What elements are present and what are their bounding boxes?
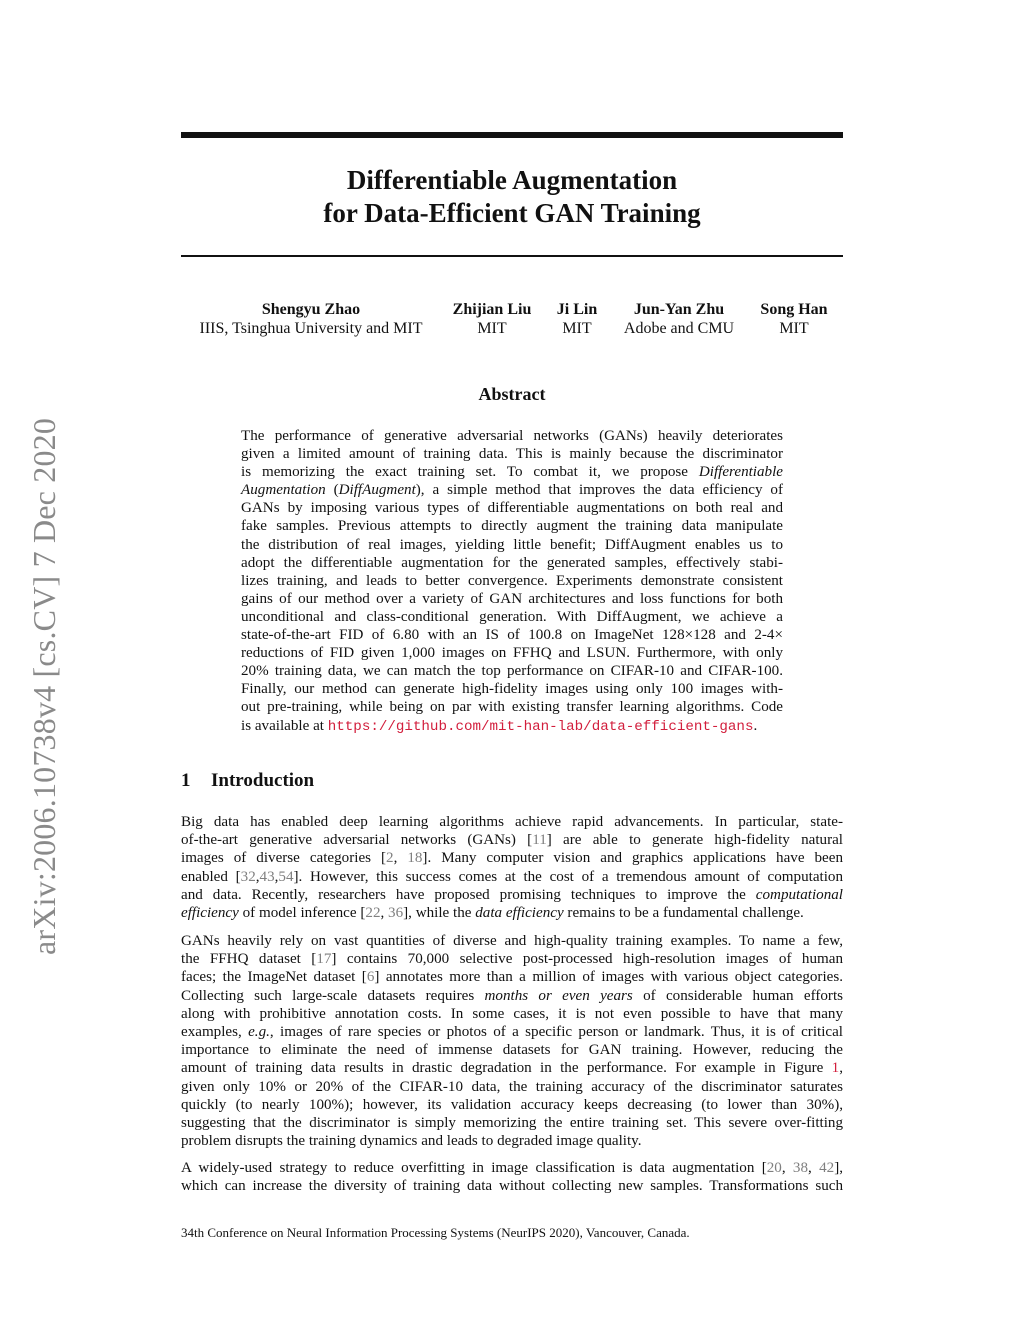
abstract-line: out pre-training, while being on par with existing transfer learning algorithms. Code xyxy=(241,699,783,716)
author-block xyxy=(446,300,538,338)
citation-link[interactable]: 38 xyxy=(792,1160,809,1176)
abstract-line: The performance of generative adversarial networks (GANs) heavily deteriorates xyxy=(241,428,783,444)
author-block xyxy=(616,300,742,338)
citation-link[interactable]: 22 xyxy=(365,905,381,922)
citation-link[interactable]: 43 xyxy=(259,868,275,885)
code-link[interactable]: https://github.com/mit-han-lab/data-efficient-gans xyxy=(327,718,754,735)
author-affiliation: MIT xyxy=(562,320,592,337)
author-name: Ji Lin xyxy=(556,301,598,318)
citation-link[interactable]: 17 xyxy=(316,951,332,968)
citation-link[interactable]: 6 xyxy=(366,969,375,986)
title-rule-top xyxy=(181,132,843,138)
paper-title xyxy=(181,164,843,230)
abstract-line: is memorizing the exact training set. To combat it, we propose Differentiable xyxy=(241,464,783,481)
author-block xyxy=(752,300,836,338)
title-line-2: for Data-Efficient GAN Training xyxy=(323,198,701,228)
author-name: Song Han xyxy=(760,301,828,318)
arxiv-identifier xyxy=(22,360,62,955)
author-name: Zhijian Liu xyxy=(452,301,532,318)
title-rule-bottom xyxy=(181,255,843,257)
abstract-line: reductions of FID given 1,000 images on FFHQ and LSUN. Furthermore, with only xyxy=(241,645,783,662)
abstract-line: state-of-the-art FID of 6.80 with an IS of 100.8 on ImageNet 128×128 and 2-4× xyxy=(241,627,783,644)
author-affiliation: MIT xyxy=(779,320,809,337)
author-affiliation: IIIS, Tsinghua University and MIT xyxy=(199,320,423,337)
author-name: Jun-Yan Zhu xyxy=(633,301,725,318)
abstract-heading: Abstract xyxy=(478,384,546,404)
abstract-line: is available at https://github.com/mit-han-lab/data-efficient-gans. xyxy=(241,717,758,735)
arxiv-identifier-text: arXiv:2006.10738v4 [cs.CV] 7 Dec 2020 xyxy=(26,417,62,955)
citation-link[interactable]: 36 xyxy=(388,905,404,922)
citation-link[interactable]: 2 xyxy=(386,850,394,867)
abstract-line: Augmentation (DiffAugment), a simple method that improves the data efficiency of xyxy=(241,482,783,499)
abstract-line: the distribution of real images, yielding little benefit; DiffAugment enables us to xyxy=(241,536,783,553)
abstract-line: gains of our method over a variety of GAN architectures and loss functions for both xyxy=(241,590,783,607)
abstract-body xyxy=(241,427,783,736)
conference-footnote: 34th Conference on Neural Information Processing Systems (NeurIPS 2020), Vancouver, Canada. xyxy=(181,1225,690,1240)
citation-link[interactable]: 20 xyxy=(766,1160,782,1176)
abstract-line: given a limited amount of training data. This is mainly because the discriminator xyxy=(241,446,783,463)
author-affiliation: Adobe and CMU xyxy=(623,320,735,337)
section-heading xyxy=(181,770,314,792)
author-name: Shengyu Zhao xyxy=(261,301,361,318)
abstract-line: fake samples. Previous attempts to directly augment the training data manipulate xyxy=(241,518,783,535)
citation-link[interactable]: 54 xyxy=(278,868,294,885)
abstract-line: lizes training, and leads to better convergence. Experiments demonstrate consistent xyxy=(241,572,783,589)
citation-link[interactable]: 11 xyxy=(532,832,547,849)
section-number: 1 xyxy=(181,770,191,791)
citation-link[interactable]: 18 xyxy=(407,850,423,867)
author-block xyxy=(192,300,430,338)
citation-link[interactable]: 42 xyxy=(819,1160,835,1176)
section-title: Introduction xyxy=(211,770,315,791)
abstract-line: Finally, our method can generate high-fidelity images using only 100 images with- xyxy=(241,681,783,698)
abstract-line: unconditional and class-conditional generation. With DiffAugment, we achieve a xyxy=(241,608,783,625)
author-block xyxy=(548,300,606,338)
figure-link[interactable]: 1 xyxy=(831,1060,840,1077)
paragraph: A widely-used strategy to reduce overfitting in image classification is data augmentation [20, 38, 42], which can increase the diversity of training data without collecting new samples. Transformations such xyxy=(181,1160,844,1195)
title-line-1: Differentiable Augmentation xyxy=(346,165,678,195)
author-affiliation: MIT xyxy=(477,320,507,337)
abstract-line: GANs by imposing various types of differentiable augmentations on both real and xyxy=(241,500,783,517)
abstract-line: 20% training data, we can match the top performance on CIFAR-10 and CIFAR-100. xyxy=(241,663,783,680)
abstract-line: adopt the differentiable augmentation for the generated samples, effectively stabi- xyxy=(241,554,783,571)
paragraph: Big data has enabled deep learning algorithms achieve rapid advancements. In particular, state- of-the-art generative adversarial networks (GANs) [11] are able to generate high-fidelity natural images of diverse categories [2, 18]. Many computer vision and graphics applications have been enabled [32,43,54]. However, this success comes at the cost of a tremendous amount of computation and data. Recently, researchers have proposed promising techniques to improve the computational efficiency of model inference [22, 36], while the data efficiency remains to be a fundamental challenge. xyxy=(181,814,843,922)
paragraph: GANs heavily rely on vast quantities of diverse and high-quality training examples. To name a few, the FFHQ dataset [17] contains 70,000 selective post-processed high-resolution images of human faces; the ImageNet dataset [6] annotates more than a million of images with various object categories. Collecting such large-scale datasets requires months or even years of considerable human efforts along with prohibitive annotation costs. In some cases, it is not even possible to have that many examples, e.g., images of rare species or photos of a specific person or landmark. Thus, it is of critical importance to eliminate the need of immense datasets for GAN training. However, reducing the amount of training data results in drastic degradation in the performance. For example in Figure 1, given only 10% or 20% of the CIFAR-10 data, the training accuracy of the discriminator saturates quickly (to nearly 100%); however, its validation accuracy keeps decreasing (to lower than 30%), suggesting that the discriminator is simply memorizing the entire training set. This severe over-fitting problem disrupts the training dynamics and leads to degraded image quality. xyxy=(181,933,844,1150)
citation-link[interactable]: 32 xyxy=(240,868,256,885)
